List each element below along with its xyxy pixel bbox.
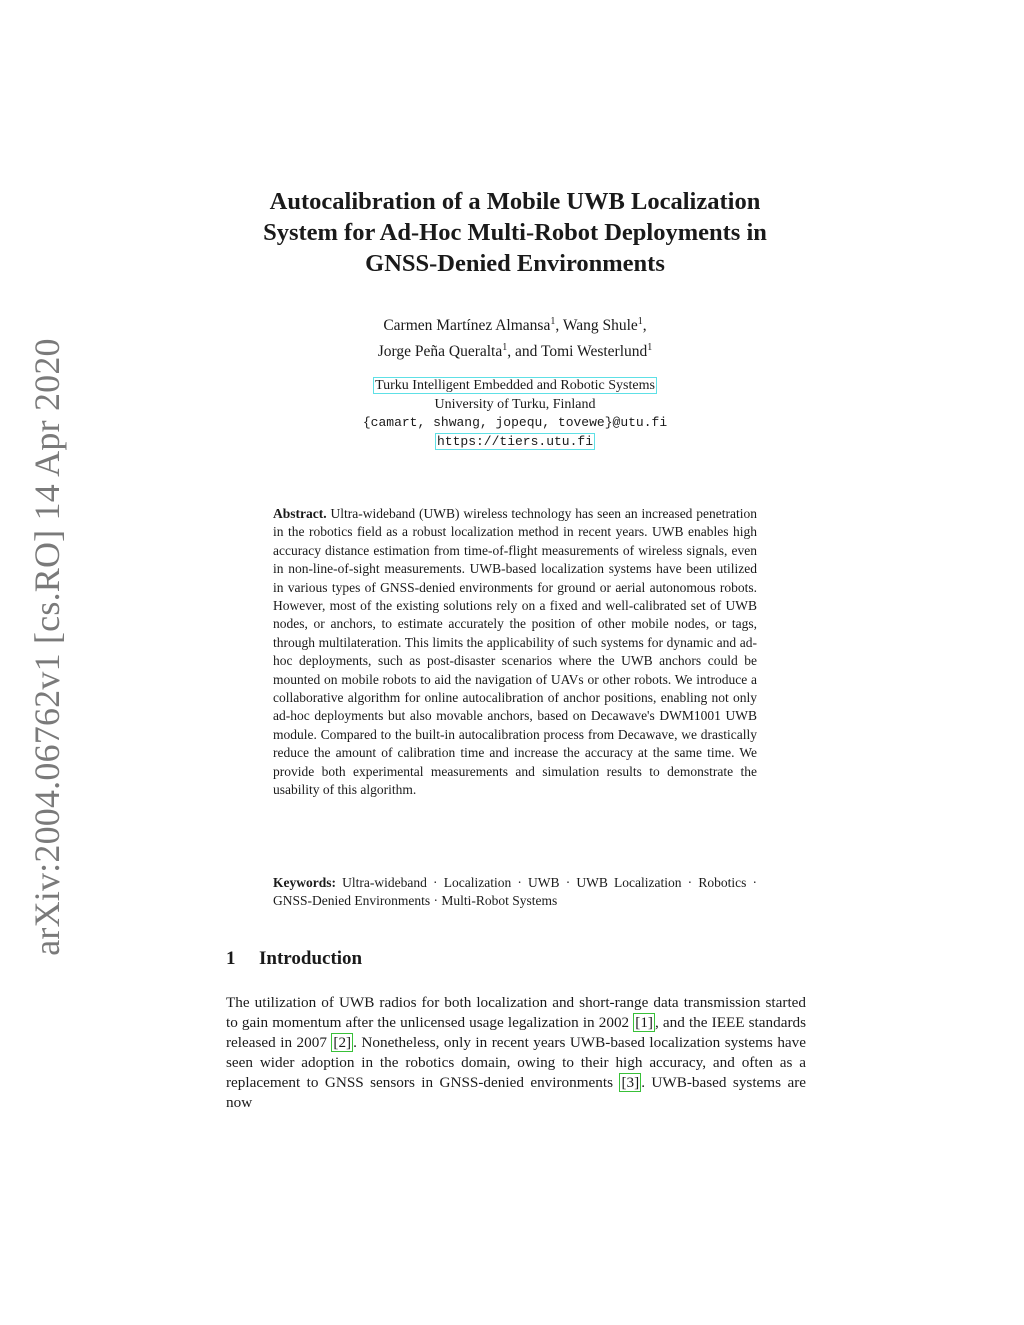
affiliation-marker: 1	[502, 341, 508, 353]
citation-link[interactable]: [2]	[333, 1034, 352, 1051]
affiliation-marker: 1	[647, 341, 653, 353]
affiliation-block	[200, 377, 830, 451]
affiliation-marker: 1	[637, 315, 643, 327]
section-number: 1	[226, 948, 236, 969]
citation-link[interactable]: [1]	[635, 1014, 653, 1031]
intro-paragraph: The utilization of UWB radios for both localization and short-range data transmission started to gain momentum after the unlicensed usage legalization in 2002 [1] , and the IEEE standards released in 2007 [2] . Nonetheless, only in recent years UWB-based localization systems have seen wider adoption in the robotics domain, owing to their high accuracy, and often as a replacement to GNSS sensors in GNSS-denied environments [3] . UWB-based systems are now	[226, 994, 807, 1111]
lab-link[interactable]: Turku Intelligent Embedded and Robotic Systems	[375, 378, 655, 393]
website-link[interactable]: https://tiers.utu.fi	[436, 433, 594, 449]
author-list	[200, 313, 830, 365]
title-line: GNSS-Denied Environments	[365, 250, 665, 277]
university-name: University of Turku, Finland	[434, 396, 596, 412]
abstract	[273, 505, 757, 800]
keywords-text: Ultra-wideband · Localization · UWB · UWB Localization · Robotics · GNSS-Denied Environments · Multi-Robot Systems	[273, 875, 757, 909]
arxiv-identifier: arXiv:2004.06762v1 [cs.RO] 14 Apr 2020	[27, 338, 67, 956]
author-name: Carmen Martínez Almansa	[383, 317, 551, 334]
citation-link[interactable]: [3]	[621, 1074, 640, 1091]
keywords-label: Keywords:	[273, 875, 336, 890]
author-line: Carmen Martínez Almansa$^1$, Wang Shule$^1$,	[383, 315, 647, 334]
author-name: Jorge Peña Queralta	[377, 343, 503, 360]
paper-title	[200, 186, 830, 279]
keywords	[273, 874, 757, 911]
section-title: Introduction	[259, 948, 363, 969]
author-emails: {camart, shwang, jopequ, tovewe}@utu.fi	[362, 415, 668, 430]
title-line: Autocalibration of a Mobile UWB Localization	[269, 188, 761, 215]
title-line: System for Ad-Hoc Multi-Robot Deployments in	[263, 219, 767, 246]
abstract-text: Ultra-wideband (UWB) wireless technology has seen an increased penetration in the robotics field as a robust localization method in recent years. UWB enables high accuracy distance estimation from time-of-flight measurements of wireless signals, even in non-line-of-sight measurements. UWB-based localization systems have been utilized in various types of GNSS-denied environments for ground or aerial autonomous robots. However, most of the existing solutions rely on a fixed and well-calibrated set of UWB nodes, or anchors, to estimate accurately the position of other mobile nodes, or tags, through multilateration. This limits the applicability of such systems for dynamic and ad-hoc deployments, such as post-disaster scenarios where the UWB anchors could be mounted on mobile robots to aid the navigation of UAVs or other robots. We introduce a collaborative algorithm for online autocalibration of anchor positions, enabling not only ad-hoc deployments but also movable anchors, based on Decawave's DWM1001 UWB module. Compared to the built-in autocalibration process from Decawave, we drastically reduce the amount of calibration time and increase the accuracy at the same time. We provide both experimental measurements and simulation results to demonstrate the usability of this algorithm.	[273, 506, 757, 798]
affiliation-marker: 1	[550, 315, 556, 327]
section-heading	[226, 947, 806, 971]
abstract-label: Abstract.	[273, 506, 327, 521]
author-name: Tomi Westerlund	[540, 343, 648, 360]
author-name: Wang Shule	[562, 317, 638, 334]
author-line: Jorge Peña Queralta$^1$, and Tomi Westerlund$^1$	[377, 341, 653, 360]
